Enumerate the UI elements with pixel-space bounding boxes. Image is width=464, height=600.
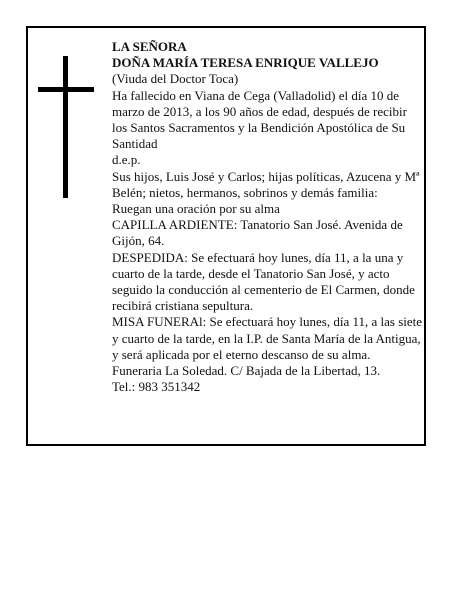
obituary-text	[112, 39, 422, 395]
death-notice: Ha fallecido en Viana de Cega (Valladolid) el día 10 de marzo de 2013, a los 90 años de edad, después de recibir los Santos Sacramentos y la Bendición Apostólica de Su Santidad	[112, 87, 407, 152]
funeral-home: Funeraria La Soledad. C/ Bajada de la Libertad, 13.	[112, 363, 381, 379]
cross-vertical-bar	[63, 56, 68, 198]
family-list: Sus hijos, Luis José y Carlos; hijas políticas, Azucena y Mª Belén; nietos, hermanos, sobrinos y demás familia:	[112, 168, 420, 200]
chapel-info: CAPILLA ARDIENTE: Tanatorio San José. Avenida de Gijón, 64.	[112, 217, 403, 249]
prayer-request: Ruegan una oración por su alma	[112, 201, 280, 217]
obituary-subtitle: (Viuda del Doctor Toca)	[112, 71, 239, 87]
phone-number: Tel.: 983 351342	[112, 379, 201, 395]
cross-icon	[38, 56, 94, 198]
mass-info: MISA FUNERAl: Se efectuará hoy lunes, día 11, a las siete y cuarto de la tarde, en la I.P. de Santa María de la Antigua, y será aplicada por el eterno descanso de su alma.	[112, 314, 423, 362]
farewell-info: DESPEDIDA: Se efectuará hoy lunes, día 11, a la una y cuarto de la tarde, desde el Tanatorio San José, y acto seguido la conducción al cementerio de El Carmen, donde recibirá cristiana sepultura.	[112, 249, 415, 314]
rip-text: d.e.p.	[112, 152, 141, 168]
cross-horizontal-bar	[38, 87, 94, 92]
obituary-title: LA SEÑORA	[112, 39, 187, 54]
deceased-name: DOÑA MARÍA TERESA ENRIQUE VALLEJO	[112, 55, 379, 71]
